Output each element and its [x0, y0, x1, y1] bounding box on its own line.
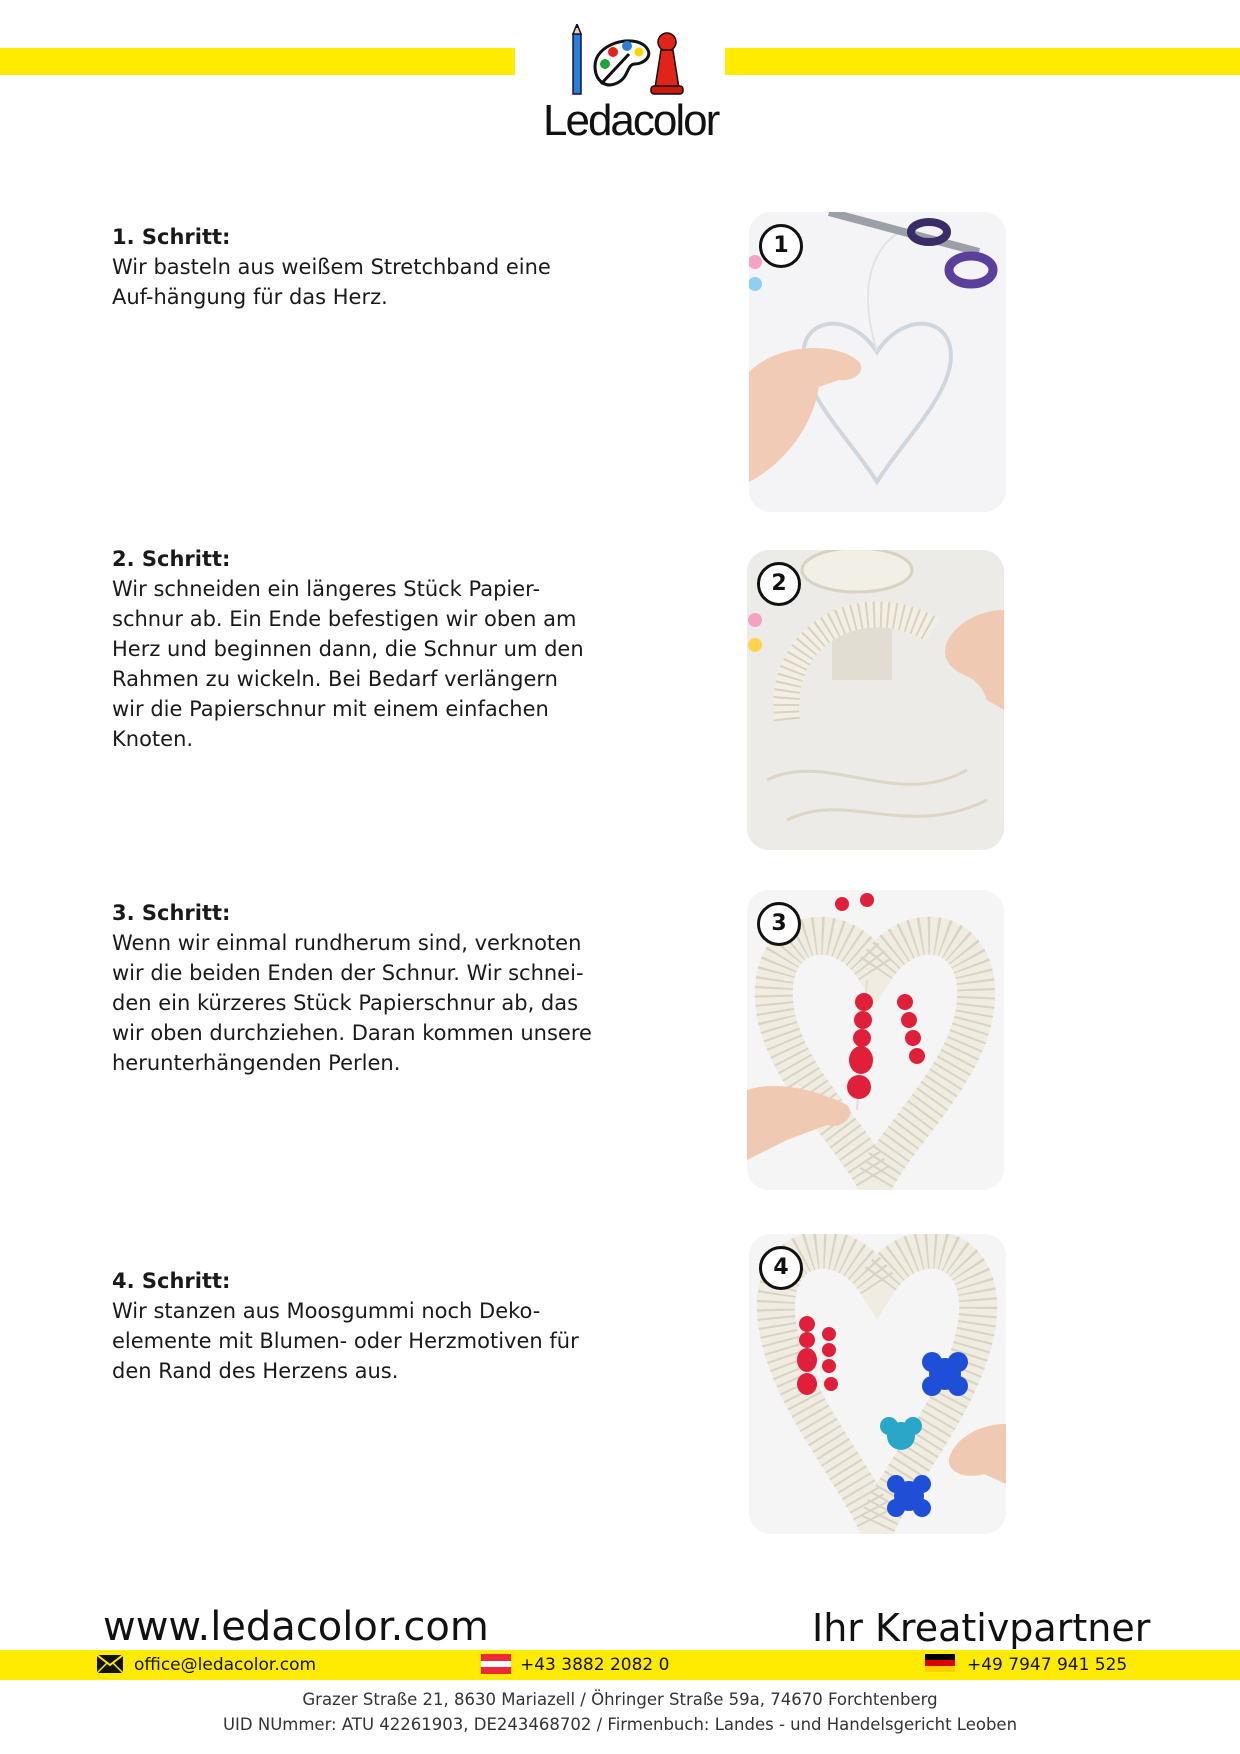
step-3-text: Wenn wir einmal rundherum sind, verknoten wir die beiden Enden der Schnur. Wir schnei-den ein kürzeres Stück Papierschnur ab, das wir oben durchziehen. Daran kommen unsere herunterhängenden Perlen.	[112, 931, 592, 1075]
austria-flag-icon	[481, 1654, 511, 1674]
brand-logo[interactable]	[515, 20, 725, 145]
phone-germany[interactable]: +49 7947 941 525	[967, 1655, 1128, 1675]
palette-icon	[595, 41, 649, 85]
phone-austria[interactable]: +43 3882 2082 0	[520, 1655, 670, 1675]
step-2-text: Wir schneiden ein längeres Stück Papier-schnur ab. Ein Ende befestigen wir oben am Herz und beginnen dann, die Schnur um den Rahmen zu wickeln. Bei Bedarf verlängern wir die Papierschnur mit einem einfachen Knoten.	[112, 577, 584, 751]
step-2-title: 2. Schritt:	[112, 547, 231, 571]
step-4	[112, 1266, 592, 1386]
legal-info: UID NUmmer: ATU 42261903, DE243468702 / Firmenbuch: Landes - und Handelsgericht Leoben	[222, 1715, 1018, 1734]
website-link[interactable]: www.ledacolor.com	[103, 1604, 489, 1650]
step-3-title: 3. Schritt:	[112, 901, 231, 925]
address: Grazer Straße 21, 8630 Mariazell / Öhringer Straße 59a, 74670 Forchtenberg	[302, 1690, 938, 1709]
game-piece-icon	[651, 33, 683, 94]
mail-icon	[96, 1654, 124, 1674]
step-1-badge: 1	[759, 224, 803, 268]
step-3-badge: 3	[757, 902, 801, 946]
step-3	[112, 898, 592, 1078]
pencil-icon	[573, 24, 581, 94]
step-2-photo	[747, 550, 1004, 850]
step-1-text: Wir basteln aus weißem Stretchband eine Auf-hängung für das Herz.	[112, 255, 551, 309]
step-4-title: 4. Schritt:	[112, 1269, 231, 1293]
slogan: Ihr Kreativpartner	[812, 1606, 1151, 1650]
logo-icons	[543, 24, 703, 104]
step-2	[112, 544, 592, 754]
step-3-photo	[747, 890, 1004, 1190]
brand-name: Ledacolor	[543, 96, 719, 145]
email-link[interactable]: office@ledacolor.com	[134, 1655, 317, 1675]
step-2-badge: 2	[757, 562, 801, 606]
step-1	[112, 222, 592, 312]
step-1-photo	[749, 212, 1006, 512]
germany-flag-icon	[925, 1654, 955, 1672]
step-4-badge: 4	[759, 1246, 803, 1290]
step-4-text: Wir stanzen aus Moosgummi noch Deko-elemente mit Blumen- oder Herzmotiven für den Rand des Herzens aus.	[112, 1299, 579, 1383]
step-1-title: 1. Schritt:	[112, 225, 231, 249]
step-4-photo	[749, 1234, 1006, 1534]
